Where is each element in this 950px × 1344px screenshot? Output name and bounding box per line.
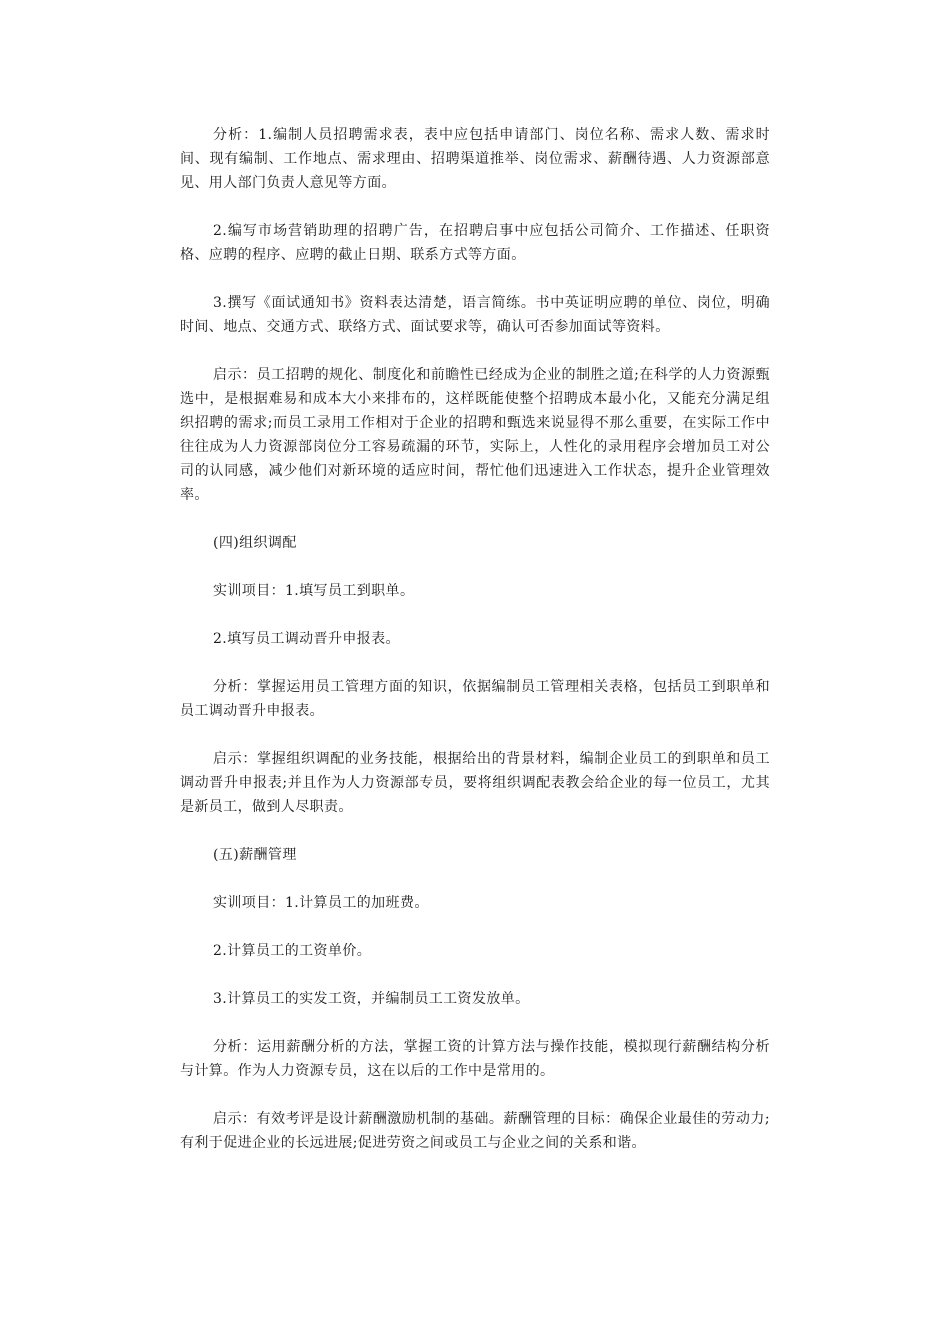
paragraph-training-item-2: 2.填写员工调动晋升申报表。 [213,631,400,647]
paragraph-analysis-organization: 分析：掌握运用员工管理方面的知识，依据编制员工管理相关表格，包括员工到职单和员工调动晋升申报表。 [180,679,770,719]
paragraph-analysis-3: 3.撰写《面试通知书》资料表达清楚，语言简练。书中英证明应聘的单位、岗位，明确时间、地点、交通方式、联络方式、面试要求等，确认可否参加面试等资料。 [180,295,770,335]
paragraph-compensation-item-3: 3.计算员工的实发工资，并编制员工工资发放单。 [213,991,530,1007]
paragraph-compensation-item-2: 2.计算员工的工资单价。 [213,943,372,959]
section-heading-organization: (四)组织调配 [213,535,297,551]
paragraph-analysis-compensation: 分析：运用薪酬分析的方法，掌握工资的计算方法与操作技能，模拟现行薪酬结构分析与计算。作为人力资源专员，这在以后的工作中是常用的。 [180,1039,770,1079]
paragraph-insight-compensation: 启示：有效考评是设计薪酬激励机制的基础。薪酬管理的目标：确保企业最佳的劳动力;有利于促进企业的长远进展;促进劳资之间或员工与企业之间的关系和谐。 [180,1111,770,1151]
paragraph-insight-recruitment: 启示：员工招聘的规化、制度化和前瞻性已经成为企业的制胜之道;在科学的人力资源甄选中，是根据难易和成本大小来排布的，这样既能使整个招聘成本最小化，又能充分满足组织招聘的需求;而员工录用工作相对于企业的招聘和甄选来说显得不那么重要，在实际工作中往往成为人力资源部岗位分工容易疏漏的环节，实际上，人性化的录用程序会增加员工对公司的认同感，减少他们对新环境的适应时间，帮忙他们迅速进入工作状态，提升企业管理效率。 [180,367,770,503]
paragraph-training-item-1: 实训项目：1.填写员工到职单。 [213,583,415,599]
document-body [180,123,770,1179]
paragraph-insight-organization: 启示：掌握组织调配的业务技能，根据给出的背景材料，编制企业员工的到职单和员工调动晋升申报表;并且作为人力资源部专员，要将组织调配表教会给企业的每一位员工，尤其是新员工，做到人尽职责。 [180,751,770,815]
paragraph-analysis-1: 分析：1.编制人员招聘需求表，表中应包括申请部门、岗位名称、需求人数、需求时间、现有编制、工作地点、需求理由、招聘渠道推举、岗位需求、薪酬待遇、人力资源部意见、用人部门负责人意见等方面。 [180,127,770,191]
paragraph-compensation-item-1: 实训项目：1.计算员工的加班费。 [213,895,429,911]
paragraph-analysis-2: 2.编写市场营销助理的招聘广告，在招聘启事中应包括公司简介、工作描述、任职资格、应聘的程序、应聘的截止日期、联系方式等方面。 [180,223,770,263]
section-heading-compensation: (五)薪酬管理 [213,847,297,863]
